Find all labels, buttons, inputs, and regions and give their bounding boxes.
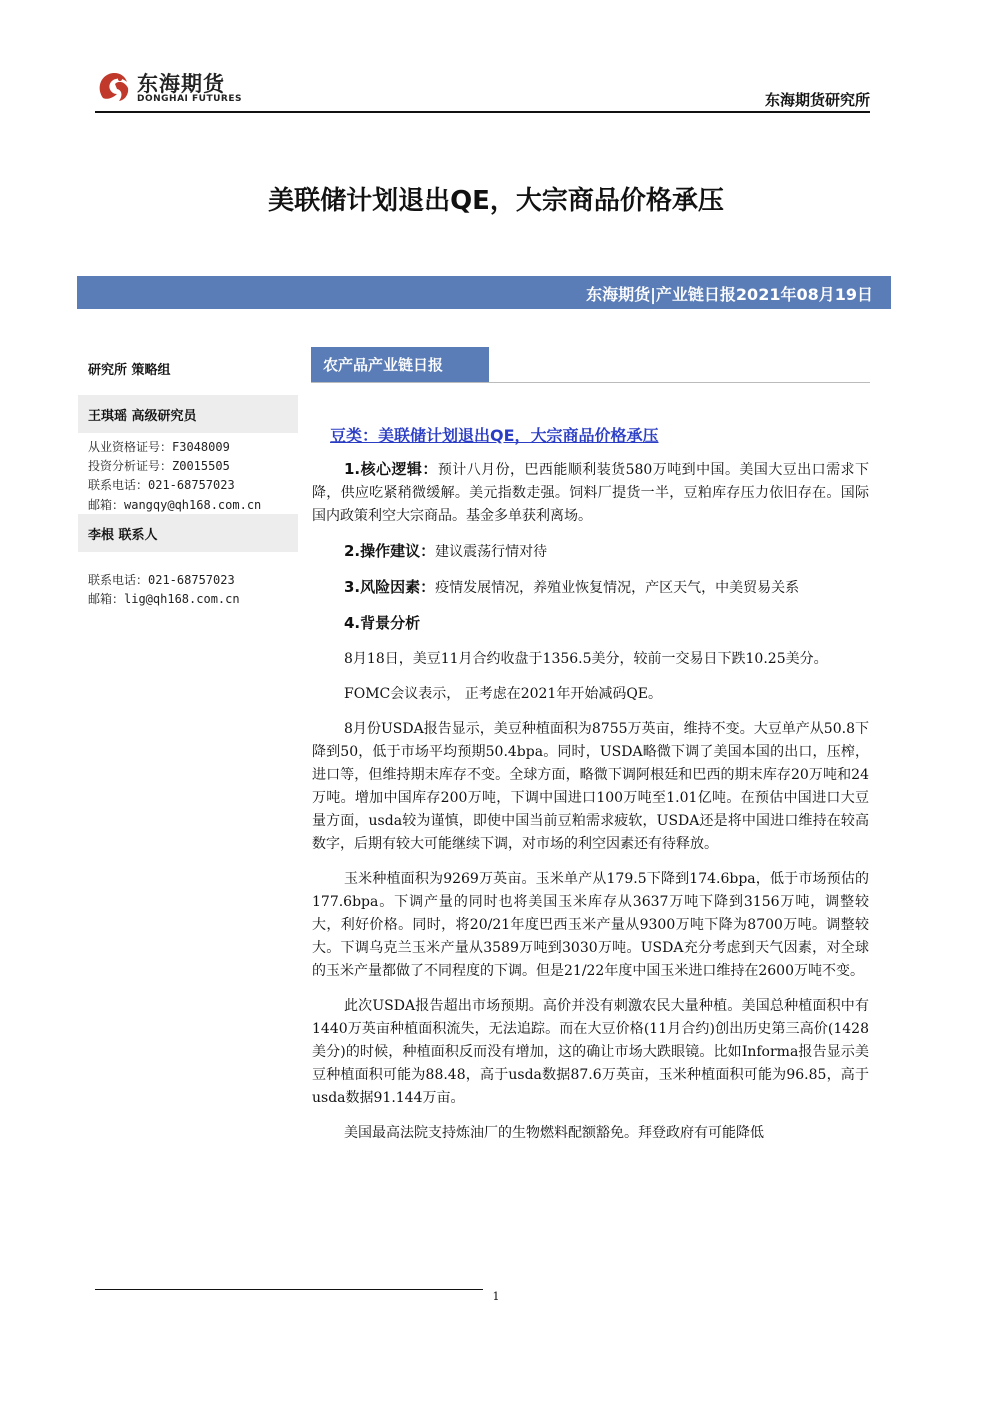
risk-text: 疫情发展情况，养殖业恢复情况，产区天气，中美贸易关系: [435, 580, 800, 596]
background-item: [312, 612, 869, 636]
body-paragraph: 8月18日，美豆11月合约收盘于1356.5美分，较前一交易日下跌10.25美分。: [344, 651, 828, 667]
dragon-logo-icon: [95, 68, 133, 104]
logo-chinese-name: 东海期货: [137, 72, 225, 96]
body-paragraph: 玉米种植面积为9269万英亩。玉米单产从179.5下降到174.6bpa，低于市场预估的177.6bpa。下调产量的同时也将美国玉米库存从3637万吨下降到3156万吨，调整较大，利好价格。同时，将20/21年度巴西玉米产量从9300万吨下降为8700万吨。调整较大。下调乌克兰玉米产量从3589万吨到3030万吨。USDA充分考虑到天气因素，对全球的玉米产量都做了不同程度的下调。但是21/22年度中国玉米进口维持在2600万吨不变。: [312, 871, 869, 979]
analyst2-header: [78, 514, 298, 552]
analyst1-name: 王琪瑶 高级研究员: [88, 409, 197, 424]
background-label: 4.背景分析: [344, 614, 421, 632]
core-logic-label: 1.核心逻辑：: [344, 460, 438, 478]
analyst2-phone: 联系电话：021-68757023: [88, 573, 235, 587]
body-paragraph: 8月份USDA报告显示，美豆种植面积为8755万英亩，维持不变。大豆单产从50.8下降到50，低于市场平均预期50.4bpa。同时，USDA略微下调了美国本国的出口，压榨，进口等，但维持期末库存不变。全球方面，略微下调阿根廷和巴西的期末库存20万吨和24万吨。增加中国库存200万吨，下调中国进口100万吨至1.01亿吨。在预估中国进口大豆量方面，usda较为谨慎，即使中国当前豆粕需求疲软，USDA还是将中国进口维持在较高数字，后期有较大可能继续下调，对市场的利空因素还有待释放。: [312, 721, 869, 852]
report-banner: [77, 276, 891, 309]
analyst1-email[interactable]: 邮箱：wangqy@qh168.com.cn: [88, 498, 262, 512]
risk-label: 3.风险因素：: [344, 578, 436, 596]
section-label: [311, 347, 489, 382]
subtitle-link[interactable]: 豆类：美联储计划退出QE，大宗商品价格承压: [330, 426, 659, 445]
section-label-text: 农产品产业链日报: [323, 356, 444, 374]
logo-english-name: DONGHAI FUTURES: [137, 94, 242, 104]
institute-name: 东海期货研究所: [764, 91, 870, 109]
analyst1-qualification: 从业资格证号：F3048009: [88, 440, 230, 454]
advice-label: 2.操作建议：: [344, 542, 436, 560]
analyst1-investment-license: 投资分析证号：Z0015505: [88, 459, 230, 473]
body-paragraph: 美国最高法院支持炼油厂的生物燃料配额豁免。拜登政府有可能降低: [344, 1125, 764, 1141]
report-title: 美联储计划退出QE，大宗商品价格承压: [268, 186, 724, 216]
company-logo: [95, 66, 242, 108]
sidebar-dept: [78, 349, 298, 387]
sidebar-dept-label: 研究所 策略组: [88, 363, 171, 378]
analyst1-phone: 联系电话：021-68757023: [88, 478, 235, 492]
header-divider: [95, 111, 870, 113]
body-paragraph: 此次USDA报告超出市场预期。高价并没有刺激农民大量种植。美国总种植面积中有1440万英亩种植面积流失，无法追踪。而在大豆价格(11月合约)创出历史第三高价(1428美分)的时候，种植面积反而没有增加，这的确让市场大跌眼镜。比如Informa报告显示美豆种植面积可能为88.48，高于usda数据87.6万英亩，玉米种植面积可能为96.85，高于usda数据91.144万亩。: [312, 998, 869, 1106]
analyst1-header: [78, 395, 298, 433]
risk-item: [312, 576, 869, 600]
analyst2-name: 李根 联系人: [88, 528, 158, 543]
core-logic-text: 预计八月份，巴西能顺利装货580万吨到中国。美国大豆出口需求下降，供应吃紧稍微缓解。美元指数走强。饲料厂提货一半，豆粕库存压力依旧存在。国际国内政策利空大宗商品。基金多单获利离场。: [312, 462, 869, 524]
banner-text: 东海期货|产业链日报2021年08月19日: [586, 285, 873, 304]
advice-text: 建议震荡行情对待: [435, 544, 548, 560]
page-number: 1: [492, 1290, 500, 1303]
section-divider: [311, 382, 870, 383]
advice-item: [312, 540, 869, 564]
body-paragraph: FOMC会议表示， 正考虑在2021年开始减码QE。: [344, 686, 663, 702]
report-body: [312, 458, 869, 1145]
analyst2-email[interactable]: 邮箱：lig@qh168.com.cn: [88, 592, 240, 606]
core-logic-item: [312, 458, 869, 528]
